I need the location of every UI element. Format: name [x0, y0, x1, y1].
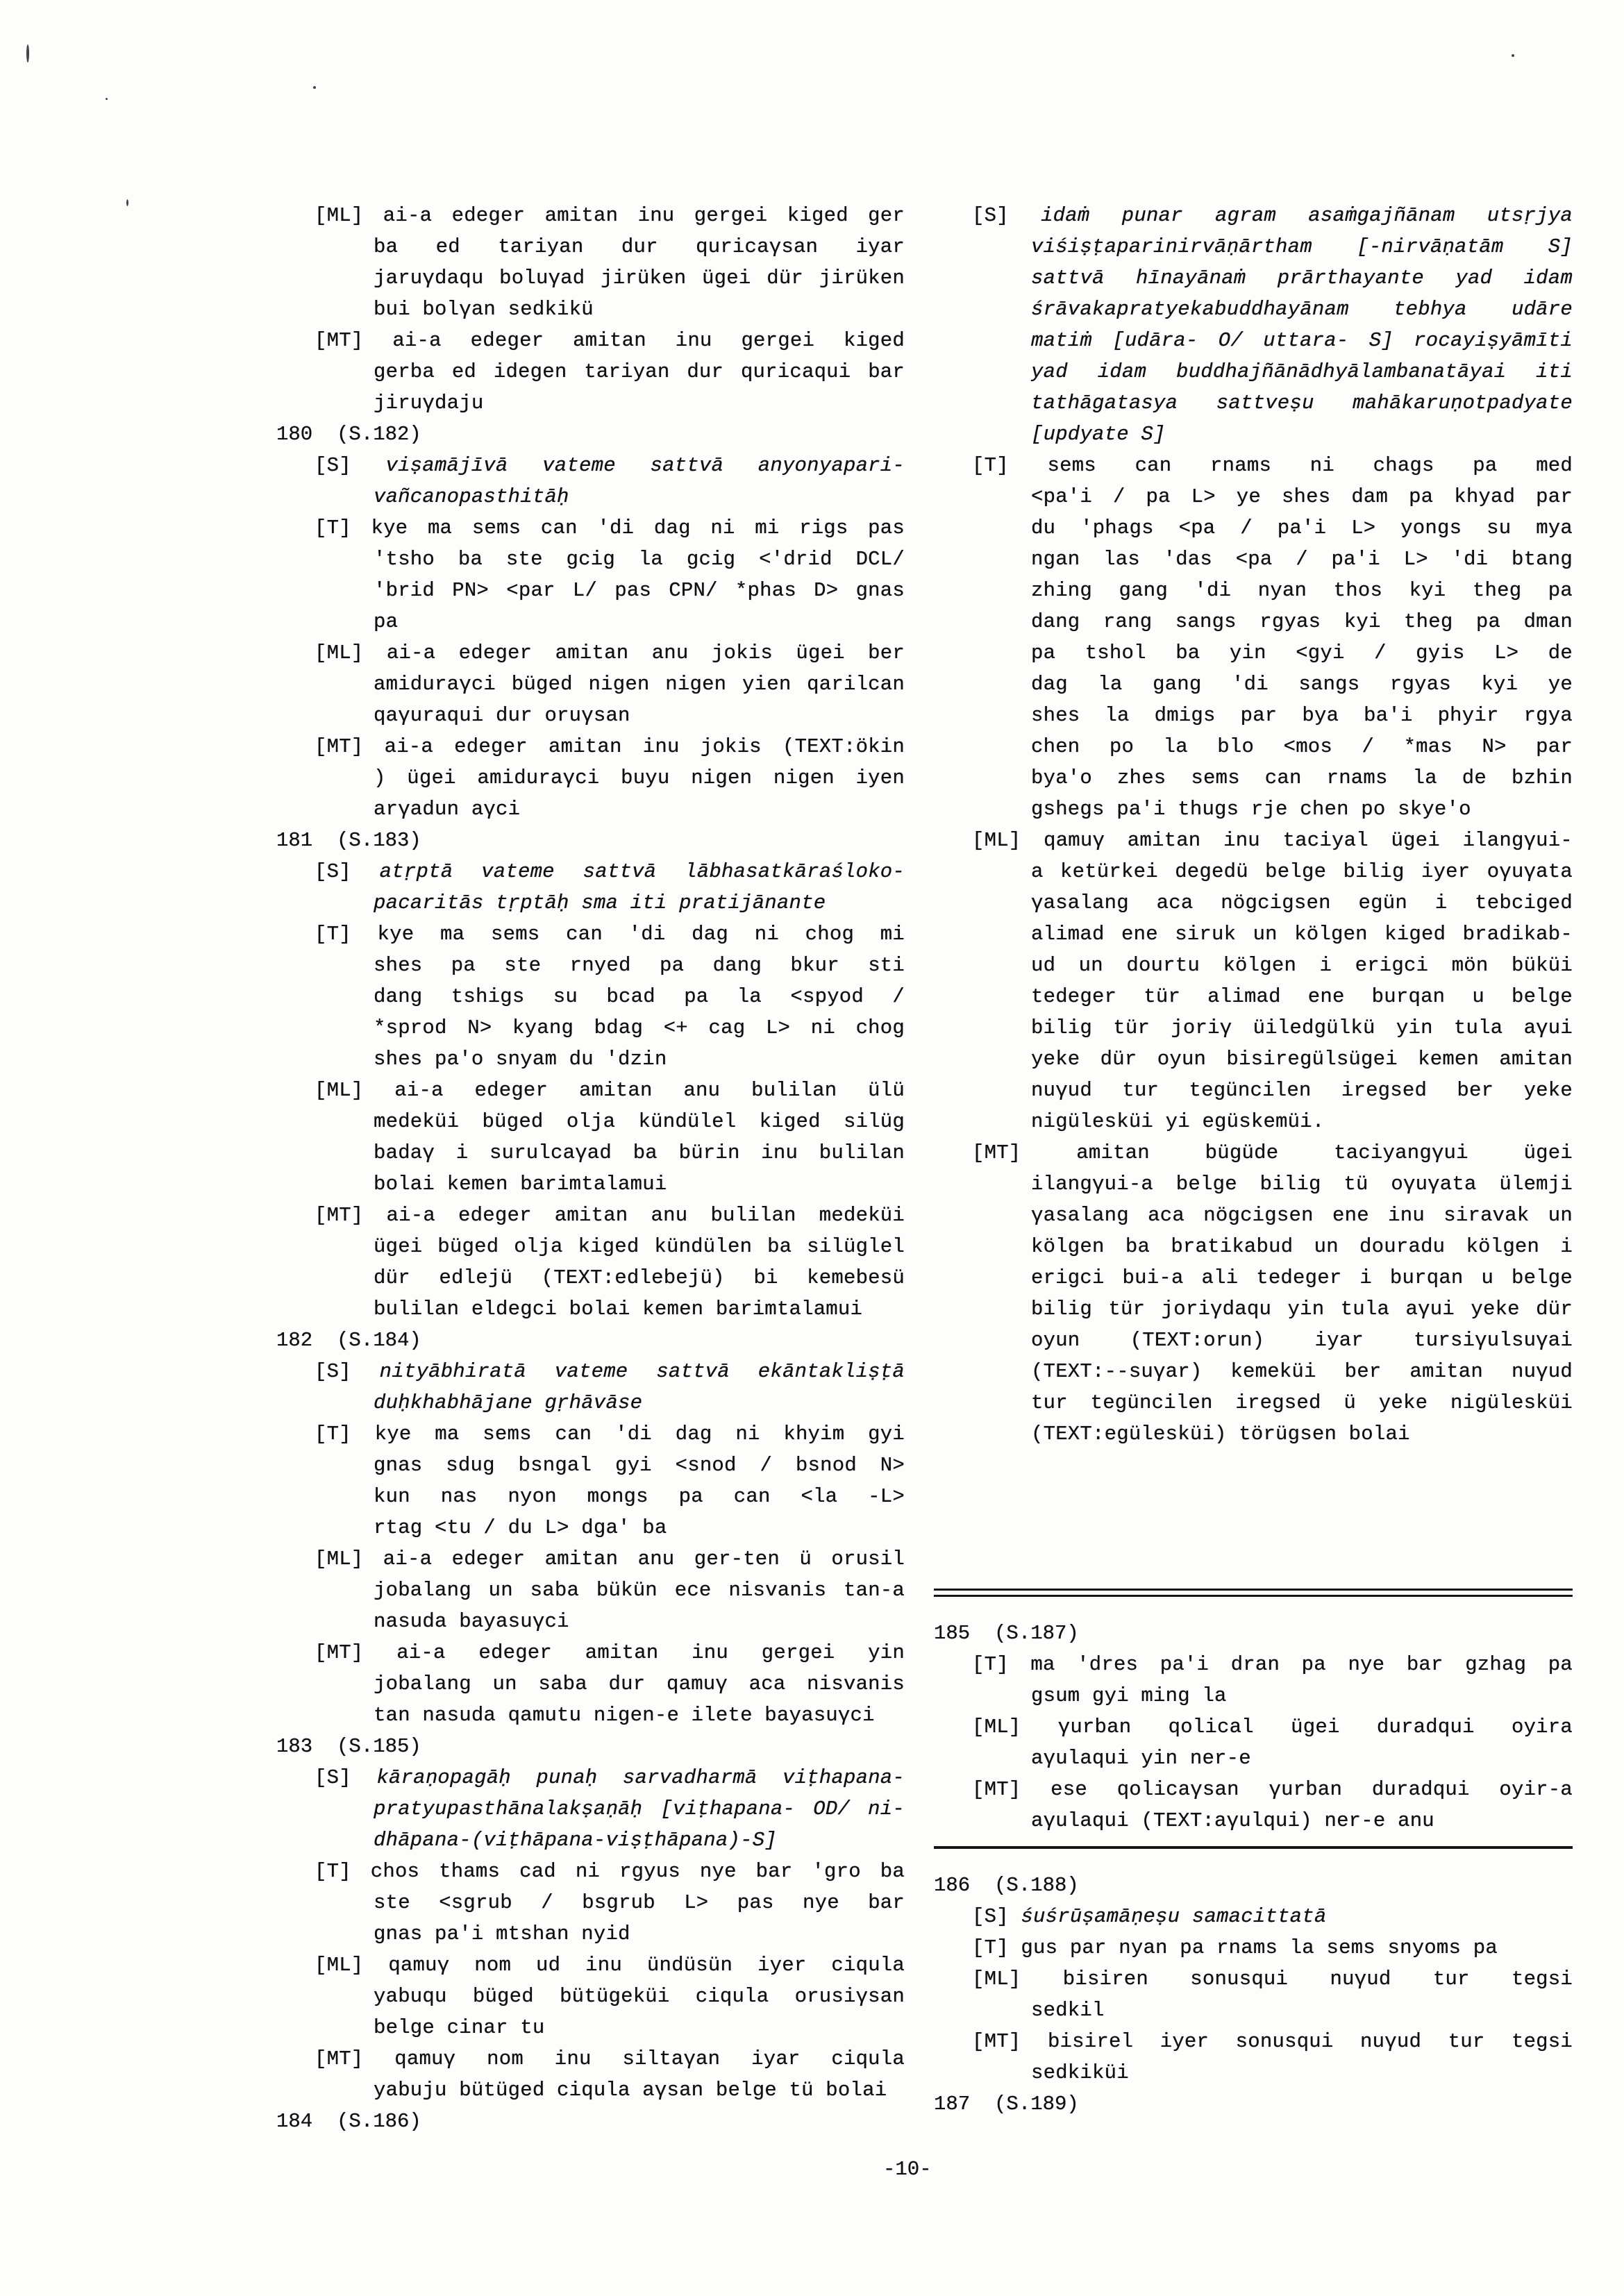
block-label-line: [MT] ai-a edeger amitan anu bulilan medeküi [315, 1204, 905, 1227]
block-text-line: oyun (TEXT:orun) iyar tursiγulsuγai [1031, 1329, 1573, 1352]
block-text-line: qaγuraqui dur oruγsan [374, 704, 630, 727]
source-label: [S] [315, 860, 351, 883]
block-text-line: ba ed tariyan dur quricaγsan iyar [374, 235, 905, 258]
block-text-line: dang tshigs su bcad pa la <spyod / [374, 985, 905, 1008]
block-label-line: [MT] qamuγ nom inu siltaγan iyar ciqula [315, 2047, 905, 2070]
block-text-line: sattvā hīnayānaṁ prārthayante yad idam [1031, 267, 1573, 290]
scan-speck [1512, 54, 1514, 57]
block-label-line: [MT] bisirel iyer sonusqui nuγud tur tegsi [972, 2030, 1573, 2053]
block-label-line: [ML] bisiren sonusqui nuγud tur tegsi [972, 1968, 1573, 1991]
block-text-line: shes pa'o snyam du 'dzin [374, 1048, 667, 1071]
block-text-line: matiṁ [udāra- O/ uttara- S] rocayiṣyāmīti [1031, 329, 1573, 352]
block-text-line: gsum gyi ming la [1031, 1684, 1227, 1707]
column-gap [934, 1450, 1573, 1589]
block-label-line: [MT] ese qolicaγsan γurban duradqui oyir-a [972, 1778, 1573, 1801]
block-text-line: pratyupasthānalakṣaṇāḥ [viṭhapana- OD/ ni- [374, 1798, 905, 1820]
block-text-line: gerba ed idegen tariyan dur quricaqui bar [374, 360, 905, 383]
block-text-line: yabuqu büged bütügeküi ciqula orusiγsan [374, 1985, 905, 2008]
block-label-line: [MT] ai-a edeger amitan inu jokis (TEXT:ökin [315, 735, 905, 758]
entry-heading: 182 (S.184) [276, 1329, 421, 1352]
block-text-line: gnas sdug bsngal gyi <snod / bsnod N> [374, 1454, 905, 1477]
block-text-line: ügei büged olja kiged kündülen ba silüglel [374, 1235, 905, 1258]
block-label-line: [MT] ai-a edeger amitan inu gergei kiged [315, 329, 905, 352]
block-text-line: viśiṣṭaparinirvāṇārtham [-nirvāṇatām S] [1031, 235, 1573, 258]
block-label-line: [ML] ai-a edeger amitan inu gergei kiged ger [315, 204, 905, 227]
block-text-line: alimad ene siruk un kölgen kiged bradikab- [1031, 923, 1573, 946]
source-label: [S] [315, 1360, 351, 1383]
block-text-line: nuγud tur tegüncilen iregsed ber yeke [1031, 1079, 1573, 1102]
block-text-line: rtag <tu / du L> dga' ba [374, 1516, 667, 1539]
block-text-line: nasuda bayasuγci [374, 1610, 569, 1633]
block-text-line: ilangγui-a belge bilig tü oγuγata ülemji [1031, 1173, 1573, 1196]
block-text-line: 'tsho ba ste gcig la gcig <'drid DCL/ [374, 548, 905, 571]
block-text-line: vañcanopasthitāḥ [374, 485, 569, 508]
scan-speck [26, 44, 29, 62]
block-text-line: bolai kemen barimtalamui [374, 1173, 667, 1196]
source-label: [S] [972, 1905, 1009, 1928]
single-rule [934, 1846, 1573, 1849]
block-text-line: <pa'i / pa L> ye shes dam pa khyad par [1031, 485, 1573, 508]
block-text-line: dür edlejü (TEXT:edlebejü) bi kemebesü [374, 1266, 905, 1289]
block-text-line: badaγ i surulcaγad ba bürin inu bulilan [374, 1141, 905, 1164]
block-label-line: [S] kāraṇopagāḥ punaḥ sarvadharmā viṭhapana- [315, 1766, 905, 1789]
entry-heading: 187 (S.189) [934, 2093, 1079, 2115]
block-label-line: [S] atṛptā vateme sattvā lābhasatkāraśloko- [315, 860, 905, 883]
block-text-line: jiruγdaju [374, 392, 484, 414]
block-label-line: [T] chos thams cad ni rgyus nye bar 'gro ba [315, 1860, 905, 1883]
block-text-line: pacaritās tṛptāḥ sma iti pratijānante [374, 891, 826, 914]
block-label-line: [S] śuśrūṣamāṇeṣu samacittatā [972, 1905, 1327, 1928]
block-text-line: bui bolγan sedkikü [374, 298, 594, 321]
block-text-line: bulilan eldegci bolai kemen barimtalamui [374, 1298, 863, 1321]
block-text-line: ste <sgrub / bsgrub L> pas nye bar [374, 1891, 905, 1914]
block-text-line: sedkil [1031, 1999, 1105, 2022]
block-text-line: (TEXT:egülesküi) törügsen bolai [1031, 1423, 1410, 1446]
source-label: [S] [315, 1766, 351, 1789]
block-text-line: bya'o zhes sems can rnams la de bzhin [1031, 766, 1573, 789]
block-text-line: duḥkhabhājane gṛhāvāse [374, 1391, 643, 1414]
entry-heading: 185 (S.187) [934, 1622, 1079, 1645]
source-label: [S] [972, 204, 1009, 227]
block-text-line: du 'phags <pa / pa'i L> yongs su mya [1031, 517, 1573, 539]
block-label-line: [S] viṣamājīvā vateme sattvā anyonyapari- [315, 454, 905, 477]
block-label-line: [T] kye ma sems can 'di dag ni khyim gyi [315, 1423, 905, 1446]
block-text-line: chen po la blo <mos / *mas N> par [1031, 735, 1573, 758]
block-text-line: [updyate S] [1031, 423, 1166, 446]
entry-heading: 183 (S.185) [276, 1735, 421, 1758]
right-column [934, 200, 1573, 2120]
block-text-line: kun nas nyon mongs pa can <la -L> [374, 1485, 905, 1508]
block-text-line: 'brid PN> <par L/ pas CPN/ *phas D> gnas [374, 579, 905, 602]
block-text-line: bilig tür joriγdaqu yin tula aγui yeke dür [1031, 1298, 1573, 1321]
block-text-line: shes pa ste rnyed pa dang bkur sti [374, 954, 905, 977]
source-label: [S] [315, 454, 351, 477]
block-text-line: arγadun aγci [374, 798, 521, 821]
block-label-line: [ML] ai-a edeger amitan anu ger-ten ü orusil [315, 1548, 905, 1570]
page-number: -10- [883, 2158, 932, 2181]
block-text-line: aγulaqui yin ner-e [1031, 1747, 1251, 1770]
block-text-line: shes la dmigs par bya ba'i phyir rgya [1031, 704, 1573, 727]
scan-speck [126, 199, 128, 206]
left-column [276, 200, 905, 2137]
block-text-line: yabuju bütüged ciqula aγsan belge tü bolai [374, 2079, 887, 2102]
block-text-line: pa [374, 610, 399, 633]
block-text-line: γasalang aca nögcigsen egün i tebciged [1031, 891, 1573, 914]
block-text-line: tur tegüncilen iregsed ü yeke nigülesküi [1031, 1391, 1573, 1414]
entry-heading: 180 (S.182) [276, 423, 421, 446]
block-text-line: tedeger tür alimad ene burqan u belge [1031, 985, 1573, 1008]
block-text-line: nigülesküi yi egüskemüi. [1031, 1110, 1325, 1133]
block-text-line: jobalang un saba dur qamuγ aca nisvanis [374, 1673, 905, 1695]
block-text-line: belge cinar tu [374, 2016, 545, 2039]
block-text-line: yad idam buddhajñānādhyālambanatāyai iti [1031, 360, 1573, 383]
block-label-line: [ML] qamuγ amitan inu taciyal ügei ilangγui- [972, 829, 1573, 852]
block-text-line: jaruγdaqu boluγad jirüken ügei dür jirüken [374, 267, 905, 290]
block-text-line: γasalang aca nögcigsen ene inu siravak un [1031, 1204, 1573, 1227]
block-label-line: [ML] ai-a edeger amitan anu bulilan ülü [315, 1079, 905, 1102]
block-label-line: [T] sems can rnams ni chags pa med [972, 454, 1573, 477]
block-text-line: dag la gang 'di sangs rgyas kyi ye [1031, 673, 1573, 696]
block-label-line: [ML] γurban qolical ügei duradqui oyira [972, 1716, 1573, 1738]
block-text-line: erigci bui-a ali tedeger i burqan u belge [1031, 1266, 1573, 1289]
block-text-line: ngan las 'das <pa / pa'i L> 'di btang [1031, 548, 1573, 571]
block-text-line: śrāvakapratyekabuddhayānam tebhya udāre [1031, 298, 1573, 321]
block-text-line: (TEXT:--suγar) kemeküi ber amitan nuγud [1031, 1360, 1573, 1383]
block-label-line: [MT] amitan bügüde taciyangγui ügei [972, 1141, 1573, 1164]
block-text-line: bilig tür joriγ üiledgülkü yin tula aγui [1031, 1016, 1573, 1039]
block-label-line: [T] ma 'dres pa'i dran pa nye bar gzhag pa [972, 1653, 1573, 1676]
entry-heading: 186 (S.188) [934, 1874, 1079, 1897]
scan-speck [313, 86, 316, 89]
block-text-line: zhing gang 'di nyan thos kyi theg pa [1031, 579, 1573, 602]
block-label-line: [ML] qamuγ nom ud inu ündüsün iyer ciqula [315, 1954, 905, 1977]
block-text-line: jobalang un saba bükün ece nisvanis tan-a [374, 1579, 905, 1602]
block-text-line: kölgen ba bratikabud un douradu kölgen i [1031, 1235, 1573, 1258]
block-label-line: [S] nityābhiratā vateme sattvā ekāntakliṣṭā [315, 1360, 905, 1383]
block-text-line: dhāpana-(viṭhāpana-viṣṭhāpana)-S] [374, 1829, 777, 1852]
entry-heading: 184 (S.186) [276, 2110, 421, 2133]
scan-speck [106, 98, 108, 100]
block-label-line: [MT] ai-a edeger amitan inu gergei yin [315, 1641, 905, 1664]
block-text-line: *sprod N> kyang bdag <+ cag L> ni chog [374, 1016, 905, 1039]
block-label-line: [ML] ai-a edeger amitan anu jokis ügei ber [315, 642, 905, 664]
block-text-line: sedkiküi [1031, 2061, 1129, 2084]
block-text-line: a ketürkei degedü belge bilig iyer oγuγata [1031, 860, 1573, 883]
block-text-line: ud un dourtu kölgen i erigci mön büküi [1031, 954, 1573, 977]
block-text-line: ) ügei amiduraγci buyu nigen nigen iyen [374, 766, 905, 789]
double-rule [934, 1589, 1573, 1597]
block-text-line: gshegs pa'i thugs rje chen po skye'o [1031, 798, 1471, 821]
block-label-line: [T] kye ma sems can 'di dag ni mi rigs pas [315, 517, 905, 539]
block-text-line: yeke dür oyun bisiregülsügei kemen amitan [1031, 1048, 1573, 1071]
block-text-line: pa tshol ba yin <gyi / gyis L> de [1031, 642, 1573, 664]
block-text-line: aγulaqui (TEXT:aγulqui) ner-e anu [1031, 1809, 1434, 1832]
block-text-line: medeküi büged olja kündülel kiged silüg [374, 1110, 905, 1133]
block-label-line: [S] idaṁ punar agram asaṁgajñānam utsṛjya [972, 204, 1573, 227]
block-text-line: dang rang sangs rgyas kyi theg pa dman [1031, 610, 1573, 633]
block-text-line: tan nasuda qamutu nigen-e ilete bayasuγci [374, 1704, 875, 1727]
block-text-line: gnas pa'i mtshan nyid [374, 1922, 630, 1945]
entry-heading: 181 (S.183) [276, 829, 421, 852]
block-label-line: [T] gus par nyan pa rnams la sems snyoms pa [972, 1936, 1498, 1959]
block-text-line: amiduraγci büged nigen nigen yien qarilcan [374, 673, 905, 696]
block-label-line: [T] kye ma sems can 'di dag ni chog mi [315, 923, 905, 946]
block-text-line: tathāgatasya sattveṣu mahākaruṇotpadyate [1031, 392, 1573, 414]
